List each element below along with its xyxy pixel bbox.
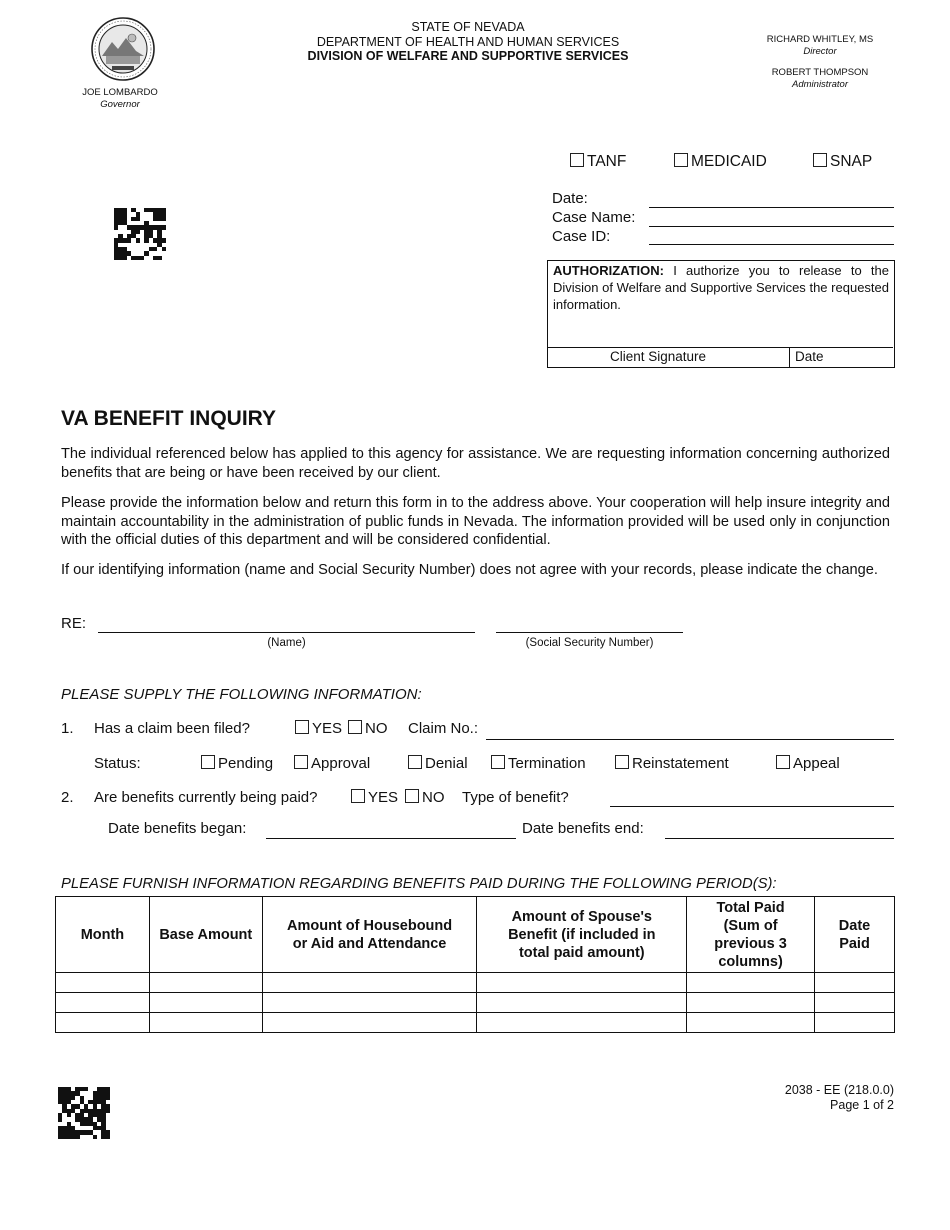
status-denial-label: Denial — [425, 755, 468, 772]
qr-code-top — [114, 208, 166, 260]
authorization-text: I authorize you to release to the Division of Welfare and Supportive Services the requested information. — [553, 263, 889, 312]
date-paid-cell[interactable] — [815, 1013, 895, 1033]
status-termination-label: Termination — [508, 755, 586, 772]
status-pending-label: Pending — [218, 755, 274, 772]
program-medicaid[interactable] — [674, 153, 767, 171]
identity-paragraph: If our identifying information (name and Social Security Number) does not agree with your records, please indicate the change. — [61, 562, 878, 578]
checkbox-tanf[interactable] — [570, 153, 584, 167]
table-row — [56, 993, 895, 1013]
program-tanf[interactable] — [570, 153, 626, 171]
status-reinstatement[interactable] — [615, 755, 729, 772]
q2-question: Are benefits currently being paid? — [94, 789, 318, 806]
q1-no-label: NO — [365, 720, 388, 737]
division-name: DIVISION OF WELFARE AND SUPPORTIVE SERVICES — [307, 49, 629, 63]
page-title: VA BENEFIT INQUIRY — [61, 407, 277, 430]
governor-name: JOE LOMBARDO — [82, 87, 158, 98]
re-ssn-field[interactable] — [496, 632, 683, 633]
benefits-began-field[interactable] — [266, 838, 516, 839]
status-pending[interactable] — [201, 755, 273, 772]
base-amount-cell[interactable] — [149, 1013, 262, 1033]
case-name-label: Case Name: — [552, 209, 636, 226]
status-reinstatement-label: Reinstatement — [632, 755, 729, 772]
client-signature-label[interactable]: Client Signature — [610, 349, 707, 364]
authorization-heading: AUTHORIZATION: — [553, 263, 664, 278]
director-title: Director — [803, 46, 837, 57]
base-amount-cell[interactable] — [149, 973, 262, 993]
status-appeal[interactable] — [776, 755, 840, 772]
spouse-benefit-cell[interactable] — [477, 973, 687, 993]
program-snap-label: SNAP — [830, 153, 873, 170]
total-paid-cell[interactable] — [687, 973, 815, 993]
header-spouse-benefit: Amount of Spouse's Benefit (if included in total paid amount) — [477, 897, 687, 973]
furnish-heading: PLEASE FURNISH INFORMATION REGARDING BENEFITS PAID DURING THE FOLLOWING PERIOD(S): — [61, 876, 777, 892]
status-termination[interactable] — [491, 755, 586, 772]
program-medicaid-label: MEDICAID — [691, 153, 767, 170]
q1-question: Has a claim been filed? — [94, 720, 250, 737]
housebound-cell[interactable] — [262, 973, 477, 993]
status-label: Status: — [94, 755, 141, 772]
status-denial-checkbox[interactable] — [408, 755, 422, 769]
governor-title: Governor — [100, 99, 140, 110]
intro-paragraph: The individual referenced below has applied to this agency for assistance. We are requesting information concerning authorized benefits that are being or have been received by our client. — [61, 446, 890, 481]
q2-no-option[interactable] — [405, 789, 445, 806]
state-name: STATE OF NEVADA — [411, 20, 525, 34]
signature-date-label[interactable]: Date — [795, 349, 824, 364]
q1-yes-label: YES — [312, 720, 343, 737]
header-base-amount: Base Amount — [149, 897, 262, 973]
qr-code-bottom — [58, 1087, 110, 1139]
status-approval-checkbox[interactable] — [294, 755, 308, 769]
name-caption: (Name) — [267, 637, 306, 649]
checkbox-snap[interactable] — [813, 153, 827, 167]
checkbox-medicaid[interactable] — [674, 153, 688, 167]
form-number: 2038 - EE (218.0.0) — [784, 1083, 894, 1097]
department-name: DEPARTMENT OF HEALTH AND HUMAN SERVICES — [316, 34, 620, 49]
case-id-field[interactable] — [649, 244, 894, 245]
program-snap[interactable] — [813, 153, 872, 171]
benefit-type-label: Type of benefit? — [462, 789, 569, 806]
case-id-label: Case ID: — [552, 228, 611, 245]
re-label: RE: — [61, 615, 87, 632]
authorization-box — [547, 260, 895, 368]
seal-graphic — [90, 16, 156, 82]
housebound-cell[interactable] — [262, 1013, 477, 1033]
status-denial[interactable] — [408, 755, 468, 772]
spouse-benefit-cell[interactable] — [477, 993, 687, 1013]
q1-number: 1. — [61, 720, 74, 737]
q1-no-checkbox[interactable] — [348, 720, 362, 734]
total-paid-cell[interactable] — [687, 1013, 815, 1033]
benefits-end-label: Date benefits end: — [522, 820, 644, 837]
month-cell[interactable] — [56, 993, 150, 1013]
header-total-paid: Total Paid (Sum of previous 3 columns) — [687, 897, 815, 973]
program-tanf-label: TANF — [587, 153, 627, 170]
header-month: Month — [56, 897, 150, 973]
status-pending-checkbox[interactable] — [201, 755, 215, 769]
supply-heading: PLEASE SUPPLY THE FOLLOWING INFORMATION: — [61, 686, 422, 703]
date-field[interactable] — [649, 207, 894, 208]
status-approval[interactable] — [294, 755, 370, 772]
date-label: Date: — [552, 190, 588, 207]
spouse-benefit-cell[interactable] — [477, 1013, 687, 1033]
claim-number-field[interactable] — [486, 739, 894, 740]
q1-yes-checkbox[interactable] — [295, 720, 309, 734]
status-approval-label: Approval — [311, 755, 371, 772]
benefits-table — [55, 896, 895, 1033]
claim-number-label: Claim No.: — [408, 720, 479, 737]
status-appeal-label: Appeal — [793, 755, 840, 772]
status-termination-checkbox[interactable] — [491, 755, 505, 769]
q2-number: 2. — [61, 789, 74, 806]
header-date-paid: Date Paid — [815, 897, 895, 973]
ssn-caption: (Social Security Number) — [525, 637, 654, 649]
header-housebound-amount: Amount of Housebound or Aid and Attendance — [262, 897, 477, 973]
q2-no-checkbox[interactable] — [405, 789, 419, 803]
table-row — [56, 973, 895, 993]
q2-yes-checkbox[interactable] — [351, 789, 365, 803]
benefit-type-field[interactable] — [610, 806, 894, 807]
table-header-row — [56, 897, 895, 973]
re-name-field[interactable] — [98, 632, 475, 633]
status-reinstatement-checkbox[interactable] — [615, 755, 629, 769]
director-name: RICHARD WHITLEY, MS — [766, 34, 874, 45]
date-paid-cell[interactable] — [815, 973, 895, 993]
month-cell[interactable] — [56, 1013, 150, 1033]
q2-no-label: NO — [422, 789, 445, 806]
administrator-name: ROBERT THOMPSON — [771, 67, 869, 78]
table-row — [56, 1013, 895, 1033]
q1-yes-option[interactable] — [295, 720, 342, 737]
status-appeal-checkbox[interactable] — [776, 755, 790, 769]
administrator-title: Administrator — [792, 79, 848, 90]
benefits-began-label: Date benefits began: — [108, 820, 247, 837]
month-cell[interactable] — [56, 973, 150, 993]
date-paid-cell[interactable] — [815, 993, 895, 1013]
housebound-cell[interactable] — [262, 993, 477, 1013]
q2-yes-option[interactable] — [351, 789, 398, 806]
q2-yes-label: YES — [368, 789, 399, 806]
cooperation-paragraph: Please provide the information below and return this form in to the address above. Your cooperation will help insure integrity and maintain accountability in the administration of public funds in Nevada. The information provided will be used only in conjunction with the official duties of this department and will be considered confidential. — [61, 495, 890, 548]
base-amount-cell[interactable] — [149, 993, 262, 1013]
state-seal — [90, 16, 156, 82]
page-number: Page 1 of 2 — [830, 1098, 894, 1112]
q1-no-option[interactable] — [348, 720, 388, 737]
case-name-field[interactable] — [649, 226, 894, 227]
benefits-end-field[interactable] — [665, 838, 894, 839]
total-paid-cell[interactable] — [687, 993, 815, 1013]
